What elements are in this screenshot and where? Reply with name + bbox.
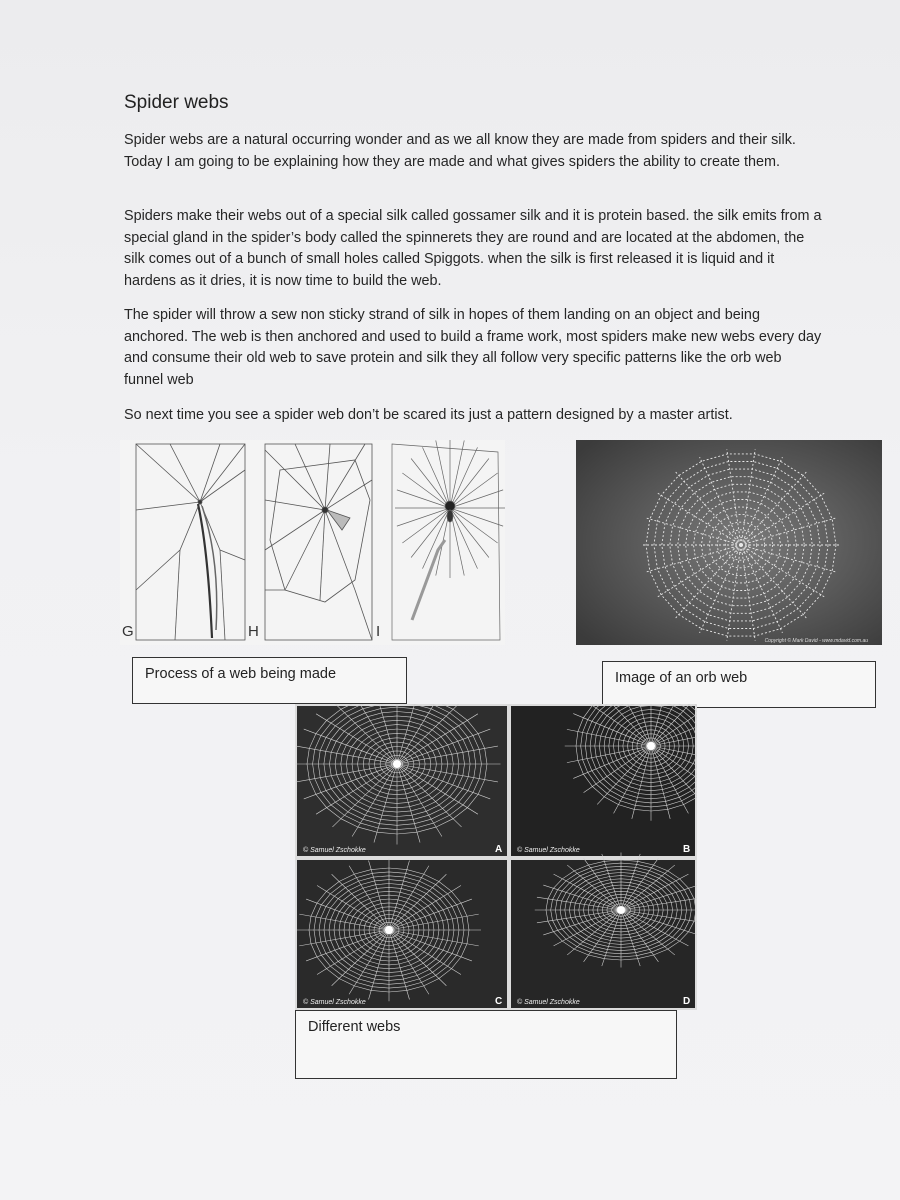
web-photo-credit: © Samuel Zschokke bbox=[517, 847, 580, 854]
paragraph-building: The spider will throw a sew non sticky strand of silk in hopes of them landing on an object and being anchored. The web is then anchored and used to build a frame work, most spiders make new webs every day and consume their old web to save protein and silk they all follow very specific patterns like the orb web funnel web bbox=[124, 307, 822, 388]
web-photo-c bbox=[297, 859, 507, 1008]
web-photo-letter: A bbox=[495, 844, 503, 855]
web-photo-b bbox=[511, 704, 697, 856]
different-webs-caption-box bbox=[295, 1010, 677, 1079]
process-caption: Process of a web being made bbox=[145, 666, 337, 682]
panel-label-i: I bbox=[376, 623, 381, 640]
paragraph-silk: Spiders make their webs out of a special silk called gossamer silk and it is protein based. the silk emits from a special gland in the spider’s body called the spinnerets they are round and are located at the abdomen, the silk comes out of a bunch of small holes called Spiggots. when the silk is first released it is liquid and it hardens as it dries, it is now time to build the web. bbox=[124, 208, 822, 289]
orb-web-photo bbox=[576, 440, 882, 645]
orb-caption-box bbox=[602, 661, 876, 708]
web-photo-credit: © Samuel Zschokke bbox=[303, 999, 366, 1006]
web-photo-letter: D bbox=[683, 996, 691, 1007]
paragraph-conclusion: So next time you see a spider web don’t be scared its just a pattern designed by a master artist. bbox=[124, 407, 733, 423]
web-photo-d bbox=[511, 853, 697, 1009]
orb-photo-credit: Copyright © Mark David - www.mdavid.com.au bbox=[764, 638, 868, 644]
panel-label-h: H bbox=[248, 623, 259, 640]
different-webs-caption: Different webs bbox=[308, 1019, 401, 1035]
process-caption-box bbox=[132, 657, 407, 704]
web-photo-credit: © Samuel Zschokke bbox=[517, 999, 580, 1006]
web-process-illustration bbox=[120, 440, 505, 645]
page-title: Spider webs bbox=[124, 92, 229, 113]
panel-label-g: G bbox=[122, 623, 134, 640]
orb-caption: Image of an orb web bbox=[615, 670, 748, 686]
different-webs-grid bbox=[295, 704, 697, 1010]
paragraph-intro: Spider webs are a natural occurring wonder and as we all know they are made from spiders and their silk. Today I am going to be explaining how they are made and what gives spiders the ability to create them. bbox=[124, 132, 796, 170]
web-photo-letter: B bbox=[683, 844, 691, 855]
web-photo-letter: C bbox=[495, 996, 503, 1007]
web-photo-a bbox=[295, 704, 507, 856]
web-photo-credit: © Samuel Zschokke bbox=[303, 847, 366, 854]
